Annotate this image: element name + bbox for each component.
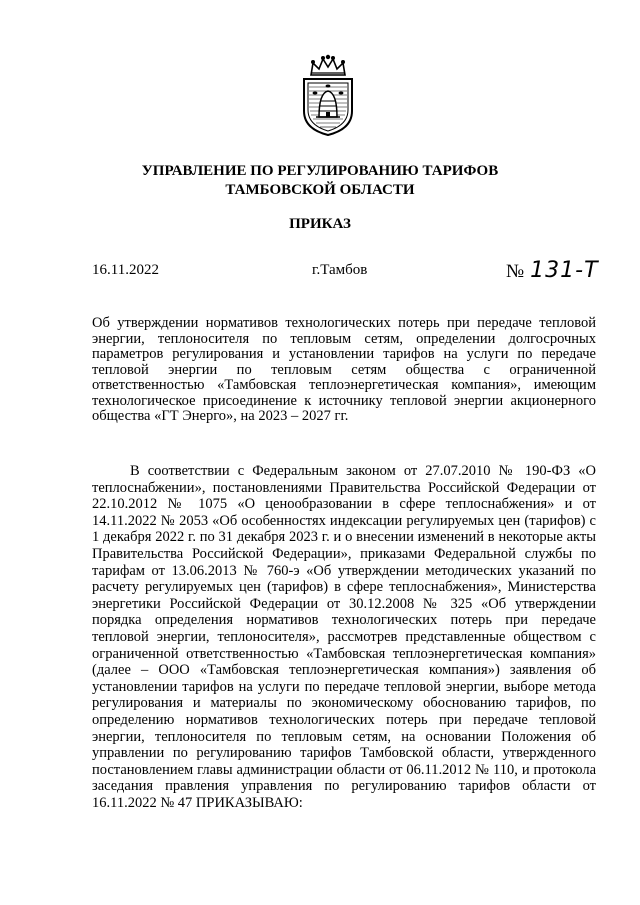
order-number bbox=[506, 258, 599, 283]
agency-line-1: УПРАВЛЕНИЕ ПО РЕГУЛИРОВАНИЮ ТАРИФОВ bbox=[141, 163, 499, 179]
coat-of-arms-icon bbox=[299, 53, 357, 137]
order-number-label: № bbox=[506, 261, 525, 282]
order-body: В соответствии с Федеральным законом от 27.07.2010 № 190-ФЗ «О теплоснабжении», постановлениями Правительства Российской Федерации от 22.10.2012 № 1075 «О ценообразовании в сфере теплоснабжения» и от 14.11.2022 № 2053 «Об особенностях индексации регулируемых цен (тарифов) с 1 декабря 2022 г. по 31 декабря 2023 г. и о внесении изменений в некоторые акты Правительства Российской Федерации», приказами Федеральной службы по тарифам от 13.06.2013 № 760-э «Об утверждении методических указаний по расчету регулируемых цен (тарифов) в сфере теплоснабжения», Министерства энергетики Российской Федерации от 30.12.2008 № 325 «Об утверждении порядка определения нормативов технологических потерь при передаче тепловой энергии, теплоносителя», рассмотрев представленные обществом с ограниченной ответственностью «Тамбовская теплоэнергетическая компания» (далее – ООО «Тамбовская теплоэнергетическая компания») заявления об установлении тарифов на услуги по передаче тепловой энергии, выборе метода регулирования и материалы по экономическому обоснованию тарифов, по определению нормативов технологических потерь при передаче тепловой энергии, теплоносителя по тепловым сетям, на основании Положения об управлении по регулированию тарифов Тамбовской области, утвержденного постановлением главы администрации области от 06.11.2012 № 110, и протокола заседания правления управления по регулированию тарифов области от 16.11.2022 № 47 ПРИКАЗЫВАЮ: bbox=[92, 463, 596, 811]
order-number-value: 131-Т bbox=[530, 258, 599, 283]
agency-name bbox=[0, 162, 640, 200]
order-subject: Об утверждении нормативов технологических потерь при передаче тепловой энергии, теплоносителя по тепловым сетям, определении долгосрочных параметров регулирования и установлении тарифов на услуги по передаче тепловой энергии по тепловым сетям общества с ограниченной ответственностью «Тамбовская теплоэнергетическая компания», имеющим технологическое присоединение к источнику тепловой энергии акционерного общества «ГТ Энерго», на 2023 – 2027 гг. bbox=[92, 315, 596, 424]
document-type: ПРИКАЗ bbox=[289, 216, 351, 232]
order-date: 16.11.2022 bbox=[92, 262, 159, 278]
agency-line-2: ТАМБОВСКОЙ ОБЛАСТИ bbox=[225, 182, 415, 198]
order-city: г.Тамбов bbox=[312, 262, 368, 278]
